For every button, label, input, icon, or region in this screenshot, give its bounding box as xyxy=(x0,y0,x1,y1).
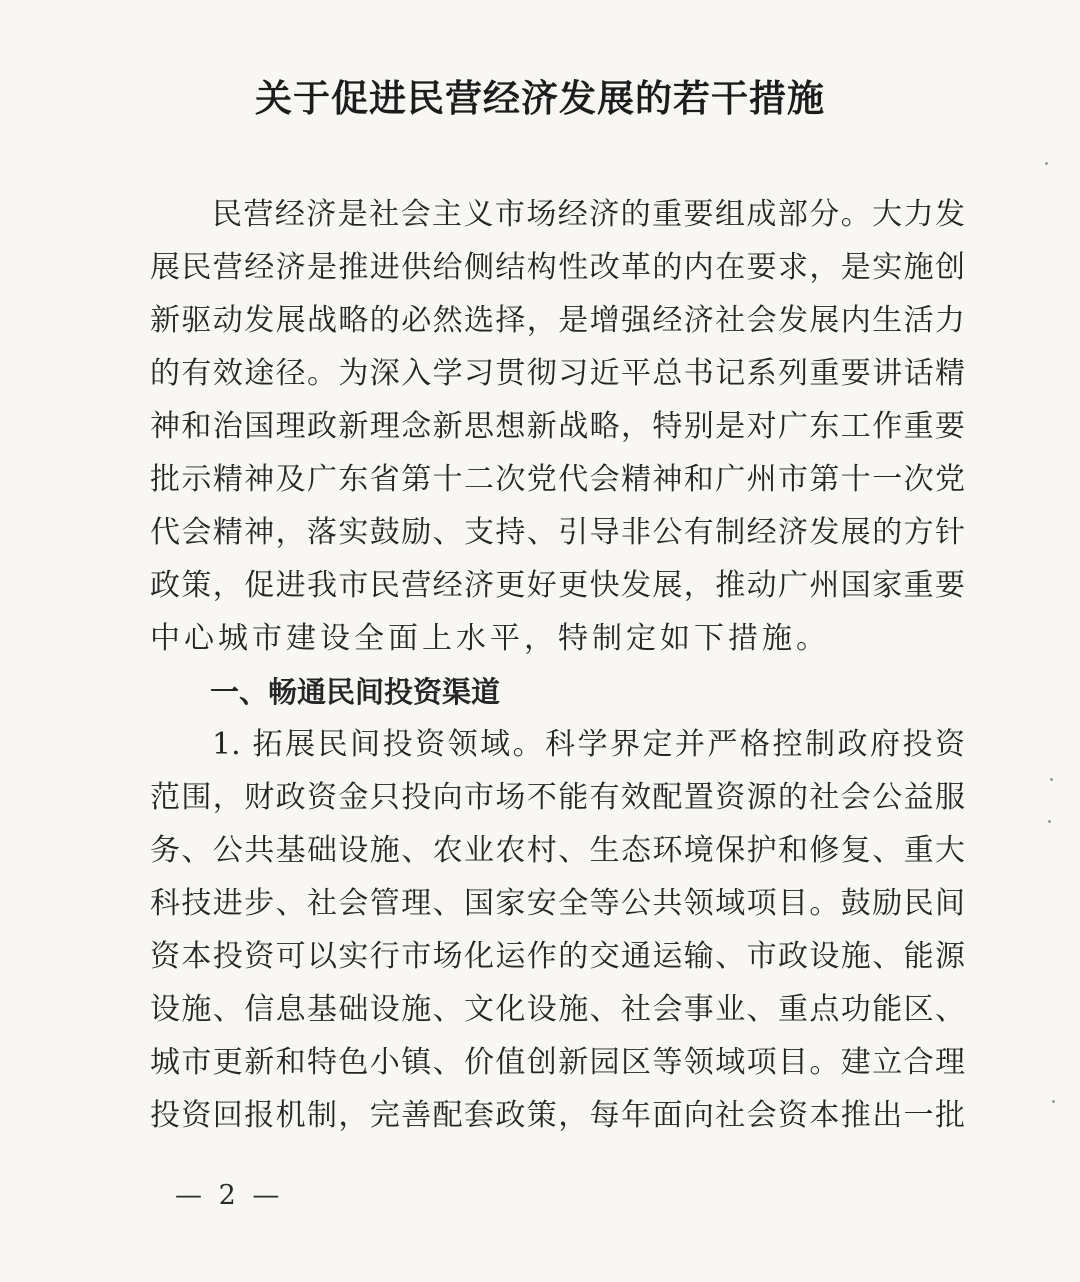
paragraph-line: 新驱动发展战略的必然选择，是增强经济社会发展内生活力 xyxy=(150,303,965,338)
paragraph-line: 科技进步、社会管理、国家安全等公共领域项目。鼓励民间 xyxy=(150,886,965,921)
paragraph-line: 资本投资可以实行市场化运作的交通运输、市政设施、能源 xyxy=(150,939,965,974)
paragraph-line: 中心城市建设全面上水平，特制定如下措施。 xyxy=(150,621,830,656)
paper-speck xyxy=(1052,1100,1055,1103)
paragraph-line: 民营经济是社会主义市场经济的重要组成部分。大力发 xyxy=(212,197,965,232)
paragraph-line: 城市更新和特色小镇、价值创新园区等领域项目。建立合理 xyxy=(150,1045,965,1080)
page-number: — 2 — xyxy=(175,1180,284,1211)
paragraph-line: 务、公共基础设施、农业农村、生态环境保护和修复、重大 xyxy=(150,833,965,868)
section-heading: 一、畅通民间投资渠道 xyxy=(210,675,501,709)
paper-speck xyxy=(1050,778,1053,781)
paragraph-line: 设施、信息基础设施、文化设施、社会事业、重点功能区、 xyxy=(150,992,965,1027)
paper-speck xyxy=(1048,820,1051,823)
paragraph-line: 范围，财政资金只投向市场不能有效配置资源的社会公益服 xyxy=(150,780,965,815)
document-title: 关于促进民营经济发展的若干措施 xyxy=(255,77,825,120)
paragraph-line: 1. 拓展民间投资领域。科学界定并严格控制政府投资 xyxy=(212,727,965,762)
paragraph-line: 展民营经济是推进供给侧结构性改革的内在要求，是实施创 xyxy=(150,250,965,285)
paragraph-line: 政策，促进我市民营经济更好更快发展，推动广州国家重要 xyxy=(150,568,965,603)
paragraph-line: 的有效途径。为深入学习贯彻习近平总书记系列重要讲话精 xyxy=(150,356,965,391)
paper-speck xyxy=(1045,162,1048,165)
paragraph-line: 批示精神及广东省第十二次党代会精神和广州市第十一次党 xyxy=(150,462,965,497)
paragraph-line: 代会精神，落实鼓励、支持、引导非公有制经济发展的方针 xyxy=(150,515,965,550)
paragraph-line: 神和治国理政新理念新思想新战略，特别是对广东工作重要 xyxy=(150,409,965,444)
paragraph-line: 投资回报机制，完善配套政策，每年面向社会资本推出一批 xyxy=(150,1098,965,1133)
